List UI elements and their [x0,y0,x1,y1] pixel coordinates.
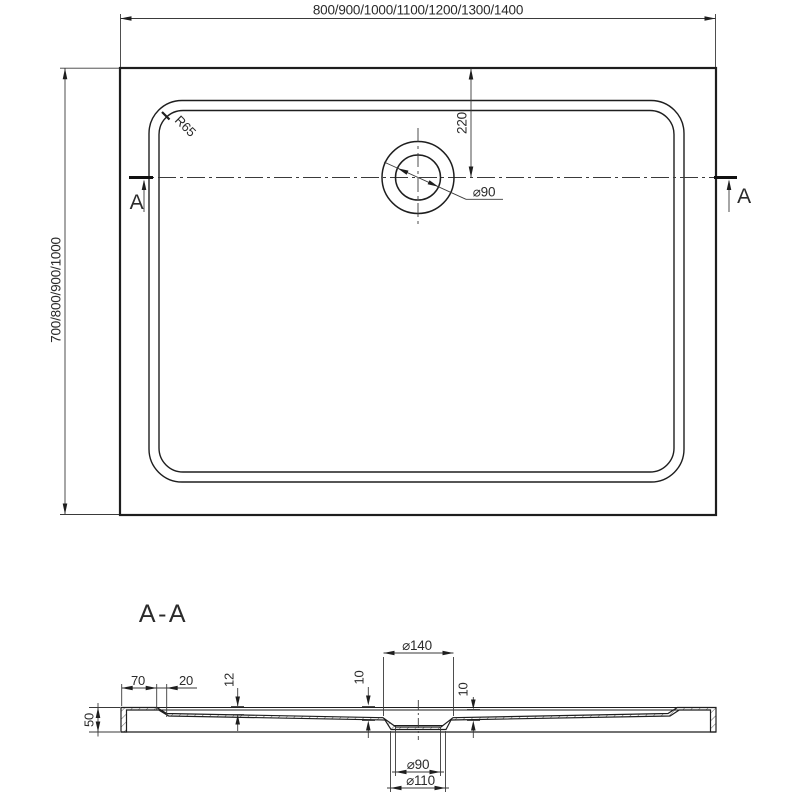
basin-floor-edge [159,111,674,473]
section-letter-right: A [737,185,751,208]
width-range-label: 800/900/1000/1100/1200/1300/1400 [312,2,524,18]
drain-hole-label: ⌀90 [406,757,430,772]
width-dimension [121,3,716,68]
flange-diameter-label: ⌀110 [406,773,435,788]
section-title: A-A [138,600,189,628]
corner-radius-label: R65 [171,112,199,140]
drain-offset-dimension [455,69,474,178]
step-depth-dimension [222,673,245,731]
slope-drop-left-label: 10 [351,670,367,685]
drain-hole-dimension [392,727,444,776]
corner-radius-callout [162,112,199,140]
rim-width-label: 70 [130,673,146,688]
section-letter-left: A [129,191,144,214]
depth-range-label: 700/800/900/1000 [48,237,64,343]
step-depth-label: 12 [221,672,237,688]
slope-drop-right-label: 10 [455,682,471,697]
drain-offset-label: 220 [454,112,470,134]
drain-diameter-label: ⌀90 [472,184,496,200]
section-marker-right [727,180,751,213]
slope-drop-left-dimension [352,670,376,738]
section-marker-left [130,180,147,215]
step-width-label: 20 [178,673,194,688]
depth-dimension [49,68,120,514]
top-view [49,3,752,516]
recess-diameter-label: ⌀140 [402,638,432,653]
basin-rim-edge [149,101,684,483]
section-view [82,600,717,792]
height-dimension [82,703,121,737]
tray-height-label: 50 [81,712,97,728]
